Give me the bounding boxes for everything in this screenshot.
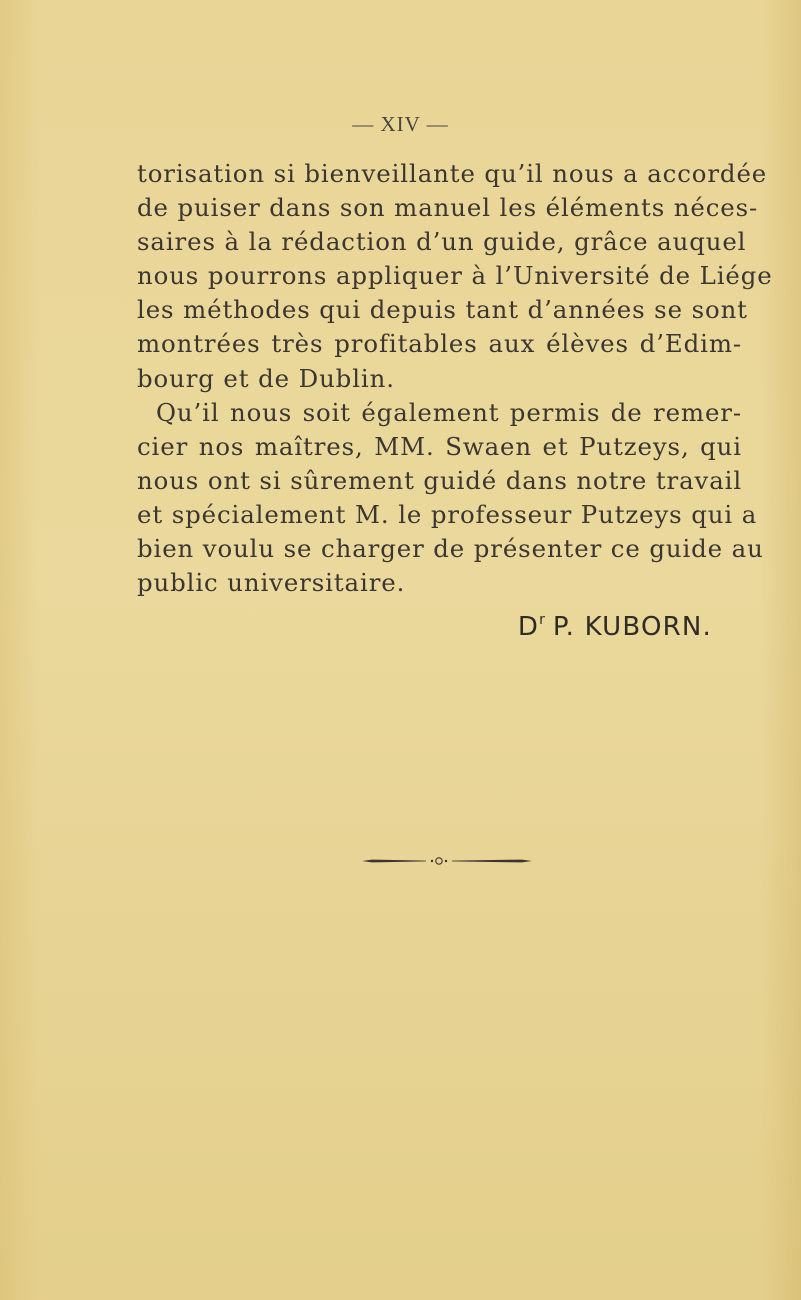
text-line: cier nos maîtres, MM. Swaen et Putzeys, qui (137, 431, 742, 461)
signature (0, 612, 712, 642)
ornament-divider-icon (362, 855, 532, 867)
signature-name: P. KUBORN. (552, 612, 712, 642)
page-number: — XIV — (352, 112, 449, 136)
text-line: et spécialement M. le professeur Putzeys qui a (137, 499, 758, 529)
text-line: Qu’il nous soit également permis de remer- (156, 397, 742, 427)
text-line: de puiser dans son manuel les éléments néces- (137, 193, 759, 223)
text-line: montrées très profitables aux élèves d’Edim- (137, 329, 742, 359)
text-line: nous ont si sûrement guidé dans notre travail (137, 465, 743, 495)
text-line: saires à la rédaction d’un guide, grâce auquel (137, 227, 747, 257)
text-line: nous pourrons appliquer à l’Université de Liége (137, 261, 773, 291)
signature-title: D (517, 612, 540, 642)
text-line: torisation si bienveillante qu’il nous a accordée (137, 159, 768, 188)
text-line: bourg et de Dublin. (137, 363, 395, 393)
text-line: les méthodes qui depuis tant d’années se sont (137, 295, 748, 325)
signature-title-superscript: r (539, 612, 545, 628)
body-text (137, 157, 773, 600)
text-line: public universitaire. (137, 568, 406, 598)
text-line: bien voulu se charger de présenter ce guide au (137, 534, 764, 564)
